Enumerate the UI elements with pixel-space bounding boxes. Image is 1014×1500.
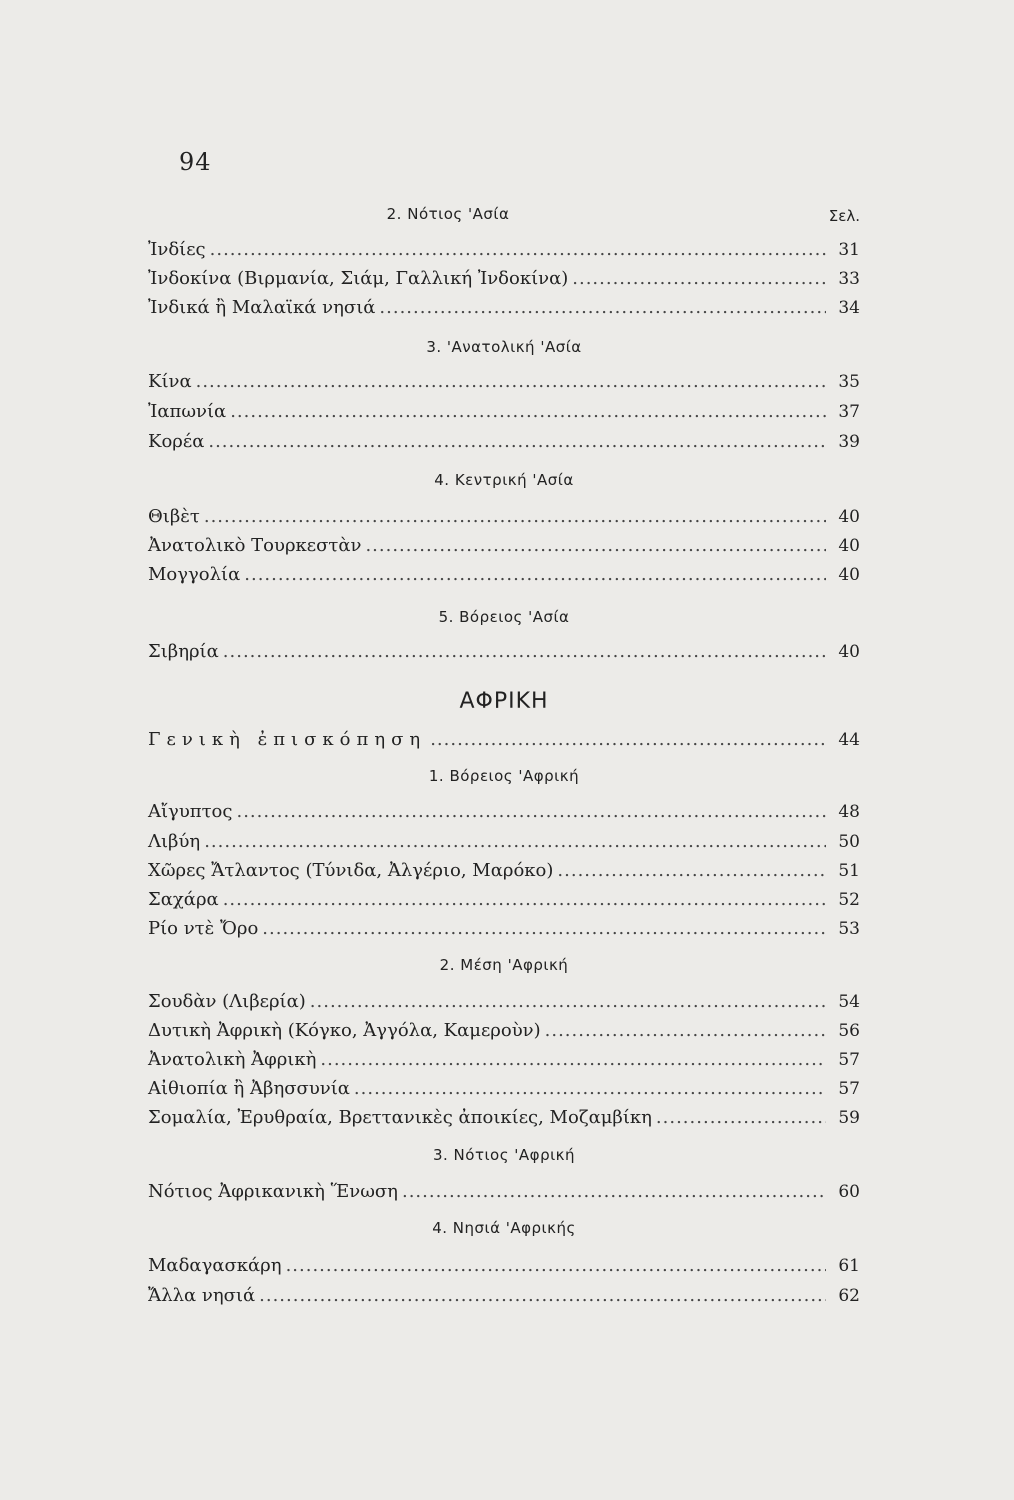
section-heading: 4. Κεντρική 'Ασία	[434, 471, 574, 489]
dot-leader	[656, 1106, 826, 1130]
toc-entry-title: Ἰνδικά ἢ Μαλαϊκά νησιά	[148, 297, 376, 318]
toc-entry-title: Σουδὰν (Λιβερία)	[148, 991, 306, 1012]
toc-entry-page: 56	[838, 1021, 860, 1041]
dot-leader	[402, 1180, 826, 1204]
toc-entry[interactable]	[148, 1254, 860, 1278]
toc-entry-page: 59	[838, 1108, 860, 1128]
toc-entry-title: Ἀνατολικὸ Τουρκεστὰν	[148, 535, 362, 556]
toc-entry[interactable]	[148, 267, 860, 291]
toc-entry[interactable]	[148, 238, 860, 262]
toc-entry-title: Αἰθιοπία ἢ Ἀβησσυνία	[148, 1078, 350, 1099]
toc-entry-title: Μαδαγασκάρη	[148, 1255, 282, 1276]
page-column-label: Σελ.	[828, 207, 860, 225]
toc-entry-title: Χῶρες Ἄτλαντος (Τύνιδα, Ἀλγέριο, Μαρόκο)	[148, 860, 554, 881]
toc-entry-title: Θιβὲτ	[148, 506, 200, 527]
toc-entry-title: Γενικὴ ἐπισκόπηση	[148, 729, 427, 750]
toc-entry-page: 35	[838, 372, 860, 392]
toc-entry-title: Κορέα	[148, 431, 205, 452]
toc-entry-page: 62	[838, 1286, 860, 1306]
section-heading: 3. 'Ανατολική 'Ασία	[426, 338, 582, 356]
toc-entry[interactable]	[148, 505, 860, 529]
dot-leader	[204, 830, 826, 854]
dot-leader	[286, 1254, 826, 1278]
toc-entry[interactable]	[148, 728, 860, 752]
toc-entry-page: 61	[838, 1256, 860, 1276]
toc-entry-title: Ἰνδοκίνα (Βιρμανία, Σιάμ, Γαλλική Ἰνδοκίνα)	[148, 268, 569, 289]
toc-entry[interactable]	[148, 859, 860, 883]
toc-entry-title: Κίνα	[148, 371, 192, 392]
toc-entry-title: Δυτικὴ Ἀφρικὴ (Κόγκο, Ἀγγόλα, Καμεροὺν)	[148, 1020, 541, 1041]
toc-entry-page: 34	[838, 298, 860, 318]
toc-entry[interactable]	[148, 1019, 860, 1043]
toc-entry-page: 50	[838, 832, 860, 852]
toc-entry-title: Ρίο ντὲ Ὄρο	[148, 918, 259, 939]
dot-leader	[196, 370, 826, 394]
dot-leader	[259, 1284, 826, 1308]
dot-leader	[204, 505, 826, 529]
toc-entry-page: 44	[838, 730, 860, 750]
section-heading: 2. Νότιος 'Ασία	[386, 205, 510, 223]
toc-entry[interactable]	[148, 888, 860, 912]
dot-leader	[223, 888, 826, 912]
toc-entry[interactable]	[148, 830, 860, 854]
part-title: ΑΦΡΙΚΗ	[459, 689, 549, 714]
toc-entry-title: Ἀνατολικὴ Ἀφρικὴ	[148, 1049, 317, 1070]
toc-entry[interactable]	[148, 1077, 860, 1101]
dot-leader	[262, 917, 826, 941]
dot-leader	[244, 563, 826, 587]
toc-entry-page: 51	[838, 861, 860, 881]
dot-leader	[208, 430, 826, 454]
toc-entry[interactable]	[148, 1106, 860, 1130]
section-heading: 5. Βόρειος 'Ασία	[438, 608, 570, 626]
dot-leader	[379, 296, 826, 320]
toc-entry-page: 53	[838, 919, 860, 939]
dot-leader	[365, 534, 826, 558]
toc-entry-page: 31	[838, 240, 860, 260]
toc-entry[interactable]	[148, 370, 860, 394]
dot-leader	[572, 267, 826, 291]
toc-entry-title: Νότιος Ἀφρικανικὴ Ἕνωση	[148, 1181, 398, 1202]
dot-leader	[430, 728, 826, 752]
toc-entry-page: 40	[838, 536, 860, 556]
toc-entry-title: Ἰνδίες	[148, 239, 206, 260]
toc-entry-page: 40	[838, 507, 860, 527]
dot-leader	[320, 1048, 826, 1072]
toc-entry[interactable]	[148, 800, 860, 824]
dot-leader	[236, 800, 826, 824]
toc-entry-title: Σιβηρία	[148, 641, 219, 662]
dot-leader	[223, 640, 826, 664]
toc-entry[interactable]	[148, 400, 860, 424]
section-heading: 3. Νότιος 'Αφρική	[432, 1146, 576, 1164]
toc-entry-page: 60	[838, 1182, 860, 1202]
toc-entry-title: Αἴγυπτος	[148, 801, 233, 822]
toc-entry[interactable]	[148, 534, 860, 558]
toc-entry[interactable]	[148, 430, 860, 454]
toc-entry-page: 54	[838, 992, 860, 1012]
toc-entry-page: 57	[838, 1079, 860, 1099]
toc-entry-title: Μογγολία	[148, 564, 241, 585]
section-heading: 2. Μέση 'Αφρική	[439, 956, 569, 974]
dot-leader	[210, 238, 826, 262]
toc-entry-title: Ἄλλα νησιά	[148, 1285, 256, 1306]
toc-entry-page: 52	[838, 890, 860, 910]
toc-entry[interactable]	[148, 1180, 860, 1204]
dot-leader	[545, 1019, 826, 1043]
toc-entry-page: 33	[838, 269, 860, 289]
toc-entry-title: Σαχάρα	[148, 889, 219, 910]
section-heading: 4. Νησιά 'Αφρικής	[432, 1219, 576, 1237]
toc-entry[interactable]	[148, 640, 860, 664]
toc-entry-page: 57	[838, 1050, 860, 1070]
toc-entry-page: 40	[838, 565, 860, 585]
page-number: 94	[179, 148, 212, 176]
toc-entry-title: Λιβύη	[148, 831, 201, 852]
toc-entry[interactable]	[148, 296, 860, 320]
toc-entry[interactable]	[148, 1048, 860, 1072]
toc-entry[interactable]	[148, 563, 860, 587]
toc-entry-page: 48	[838, 802, 860, 822]
toc-entry-page: 39	[838, 432, 860, 452]
toc-entry-title: Ἰαπωνία	[148, 401, 227, 422]
toc-entry-page: 37	[838, 402, 860, 422]
section-heading: 1. Βόρειος 'Αφρική	[428, 767, 580, 785]
dot-leader	[354, 1077, 826, 1101]
toc-entry-title: Σομαλία, Ἐρυθραία, Βρεττανικὲς ἀποικίες, Μοζαμβίκη	[148, 1107, 652, 1128]
toc-entry-page: 40	[838, 642, 860, 662]
dot-leader	[310, 990, 826, 1014]
toc-entry[interactable]	[148, 1284, 860, 1308]
toc-entry[interactable]	[148, 917, 860, 941]
dot-leader	[230, 400, 826, 424]
toc-entry[interactable]	[148, 990, 860, 1014]
dot-leader	[557, 859, 826, 883]
